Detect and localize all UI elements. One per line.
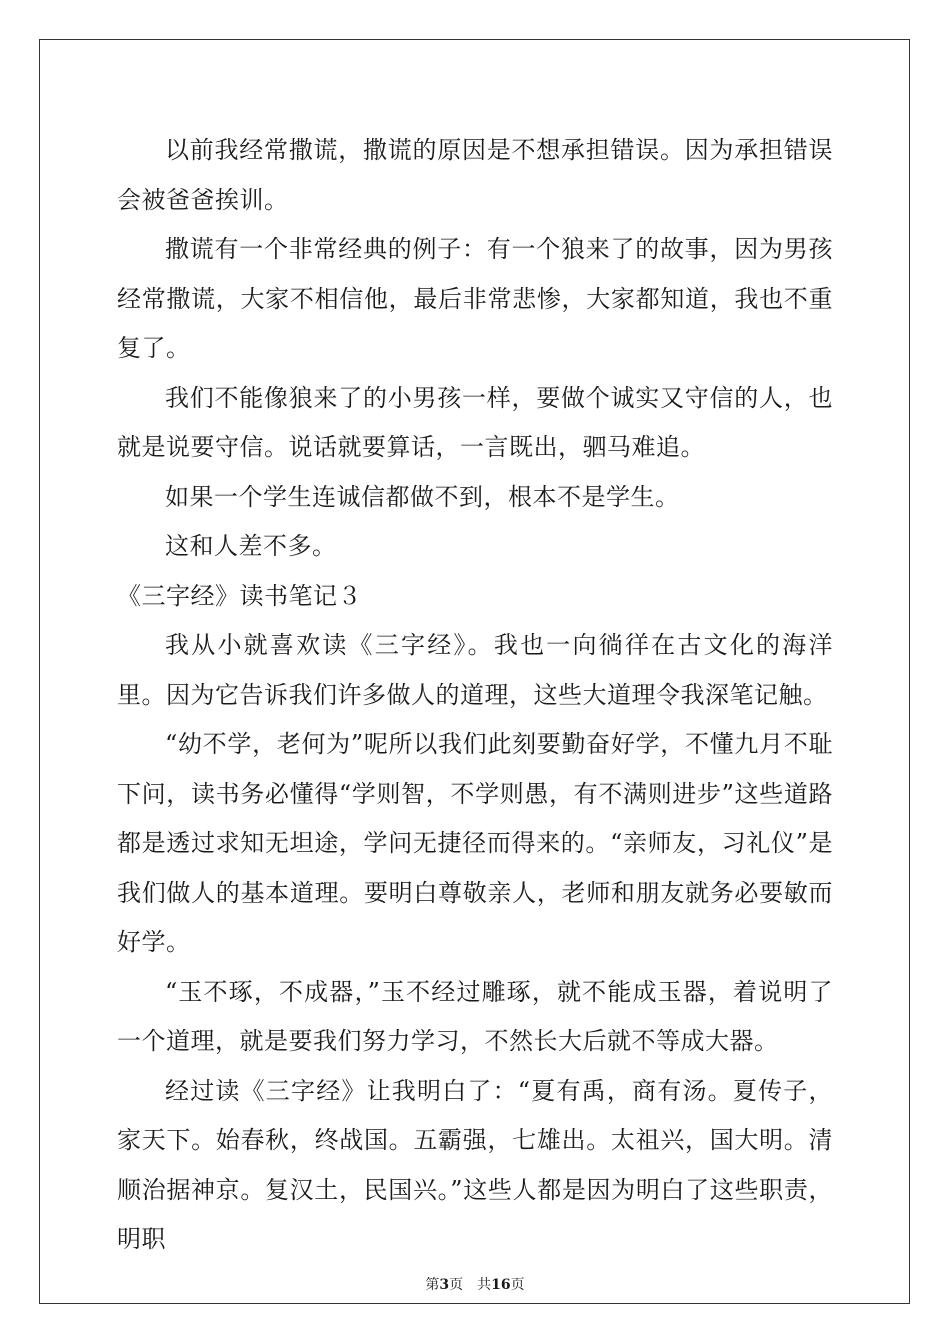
paragraph: “幼不学，老何为”呢所以我们此刻要勤奋好学，不懂九月不耻下问，读书务必懂得“学则智，不学则愚，有不满则进步”这些道路都是透过求知无坦途，学问无捷径而得来的。“亲师友，习礼仪”是我们做人的基本道理。要明白尊敬亲人，老师和朋友就务必要敏而好学。	[117, 730, 833, 956]
page-number-label: 第3页	[425, 1277, 464, 1293]
document-body	[117, 126, 833, 1265]
total-pages-label: 共16页	[477, 1277, 525, 1293]
current-page-number: 3	[439, 1277, 450, 1293]
paragraph: 这和人差不多。	[165, 532, 337, 560]
paragraph: 我们不能像狼来了的小男孩一样，要做个诚实又守信的人，也就是说要守信。说话就要算话，一言既出，驷马难追。	[117, 383, 833, 461]
section-heading: 《三字经》读书笔记３	[117, 581, 362, 610]
total-page-number: 16	[491, 1277, 511, 1293]
paragraph: 我从小就喜欢读《三字经》。我也一向徜徉在古文化的海洋里。因为它告诉我们许多做人的道理，这些大道理令我深笔记触。	[117, 631, 833, 709]
page-footer	[0, 1276, 950, 1294]
paragraph: 经过读《三字经》让我明白了：“夏有禹，商有汤。夏传子，家天下。始春秋，终战国。五霸强，七雄出。太祖兴，国大明。清顺治据神京。复汉土，民国兴。”这些人都是因为明白了这些职责，明职	[117, 1076, 833, 1253]
paragraph: “玉不琢，不成器，”玉不经过雕琢，就不能成玉器，着说明了一个道理，就是要我们努力学习，不然长大后就不等成大器。	[117, 977, 833, 1055]
paragraph: 以前我经常撒谎，撒谎的原因是不想承担错误。因为承担错误会被爸爸挨训。	[117, 136, 833, 214]
paragraph: 撒谎有一个非常经典的例子：有一个狼来了的故事，因为男孩经常撒谎，大家不相信他，最后非常悲惨，大家都知道，我也不重复了。	[117, 235, 833, 362]
paragraph: 如果一个学生连诚信都做不到，根本不是学生。	[165, 482, 680, 511]
